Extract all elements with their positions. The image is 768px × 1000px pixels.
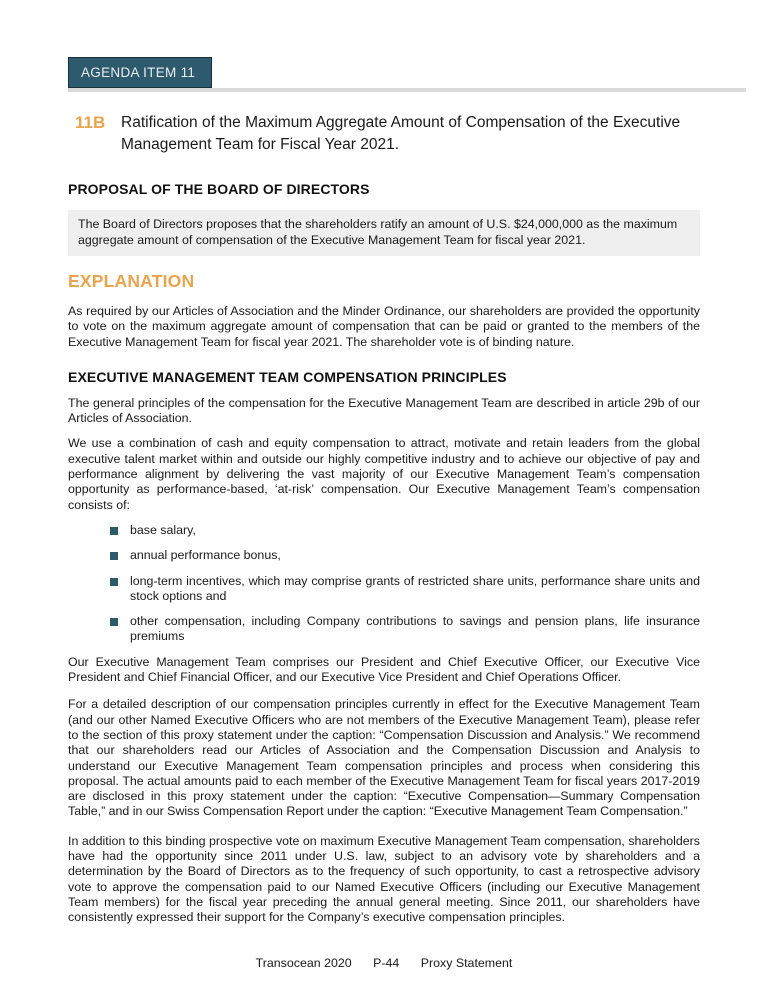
page-footer bbox=[0, 956, 768, 970]
header-rule bbox=[68, 88, 746, 92]
page-title-row bbox=[68, 112, 700, 156]
square-bullet-icon bbox=[110, 527, 118, 535]
page-title: Ratification of the Maximum Aggregate Amount of Compensation of the Executive Management Team for Fiscal Year 2021. bbox=[121, 114, 681, 153]
closing-paragraph-1: Our Executive Management Team comprises our President and Chief Executive Officer, our Executive Vice President and Chief Financial Officer, and our Executive Vice President and Chief Operations Officer. bbox=[68, 654, 700, 685]
footer-brand: Transocean 2020 bbox=[255, 956, 352, 970]
proposal-heading: PROPOSAL OF THE BOARD OF DIRECTORS bbox=[68, 181, 370, 197]
list-item bbox=[68, 548, 700, 563]
list-item-text: annual performance bonus, bbox=[130, 548, 281, 563]
square-bullet-icon bbox=[110, 618, 118, 626]
square-bullet-icon bbox=[110, 552, 118, 560]
agenda-item-badge: AGENDA ITEM 11 bbox=[68, 57, 212, 88]
footer-label: Proxy Statement bbox=[420, 956, 513, 970]
proposal-highlight-box: The Board of Directors proposes that the shareholders ratify an amount of U.S. $24,000,000 as the maximum aggregate amount of compensation of the Executive Management Team for fiscal year 2021. bbox=[68, 210, 700, 256]
list-item bbox=[68, 574, 700, 605]
list-item-text: base salary, bbox=[130, 522, 196, 537]
explanation-paragraph: As required by our Articles of Association and the Minder Ordinance, our shareholders are provided the opportunity to vote on the maximum aggregate amount of compensation that can be paid or granted to the members of the Executive Management Team for fiscal year 2021. The shareholder vote is of binding nature. bbox=[68, 304, 700, 349]
footer-page-number: P-44 bbox=[373, 956, 400, 970]
list-item-text: other compensation, including Company contributions to savings and pension plans, life insurance premiums bbox=[130, 614, 700, 644]
principles-paragraph-2: We use a combination of cash and equity compensation to attract, motivate and retain leaders from the global executive talent market within and outside our highly competitive industry and to achieve our objective of pay and performance alignment by delivering the vast majority of our Executive Management Team’s compensation opportunity as performance-based, ‘at-risk’ compensation. Our Executive Management Team’s compensation consists of: bbox=[68, 436, 700, 512]
closing-paragraph-3: In addition to this binding prospective vote on maximum Executive Management Team compensation, shareholders have had the opportunity since 2011 under U.S. law, subject to an advisory vote by shareholders and a determination by the Board of Directors as to the frequency of such opportunity, to cast a retrospective advisory vote to approve the compensation paid to our Named Executive Officers (including our Executive Management Team members) for the fiscal year preceding the annual general meeting. Since 2011, our shareholders have consistently expressed their support for the Company’s executive compensation principles. bbox=[68, 833, 700, 925]
principles-paragraph-1: The general principles of the compensation for the Executive Management Team are described in article 29b of our Articles of Association. bbox=[68, 395, 700, 426]
compensation-bullet-list bbox=[68, 523, 700, 645]
explanation-heading: EXPLANATION bbox=[68, 271, 195, 291]
list-item bbox=[68, 614, 700, 645]
list-item bbox=[68, 523, 700, 538]
list-item-text: long-term incentives, which may comprise grants of restricted share units, performance share units and stock options and bbox=[130, 573, 700, 603]
square-bullet-icon bbox=[110, 578, 118, 586]
closing-paragraph-2: For a detailed description of our compensation principles currently in effect for the Executive Management Team (and our other Named Executive Officers who are not members of the Executive Management Team), please refer to the section of this proxy statement under the caption: “Compensation Discussion and Analysis.” We recommend that our shareholders read our Articles of Association and the Compensation Discussion and Analysis to understand our Executive Management Team compensation principles and process when considering this proposal. The actual amounts paid to each member of the Executive Management Team for fiscal years 2017-2019 are disclosed in this proxy statement under the caption: “Executive Compensation—Summary Compensation Table,” and in our Swiss Compensation Report under the caption: “Executive Management Team Compensation.” bbox=[68, 697, 700, 819]
principles-heading: EXECUTIVE MANAGEMENT TEAM COMPENSATION PRINCIPLES bbox=[68, 368, 507, 385]
agenda-item-number: 11B bbox=[75, 113, 106, 132]
